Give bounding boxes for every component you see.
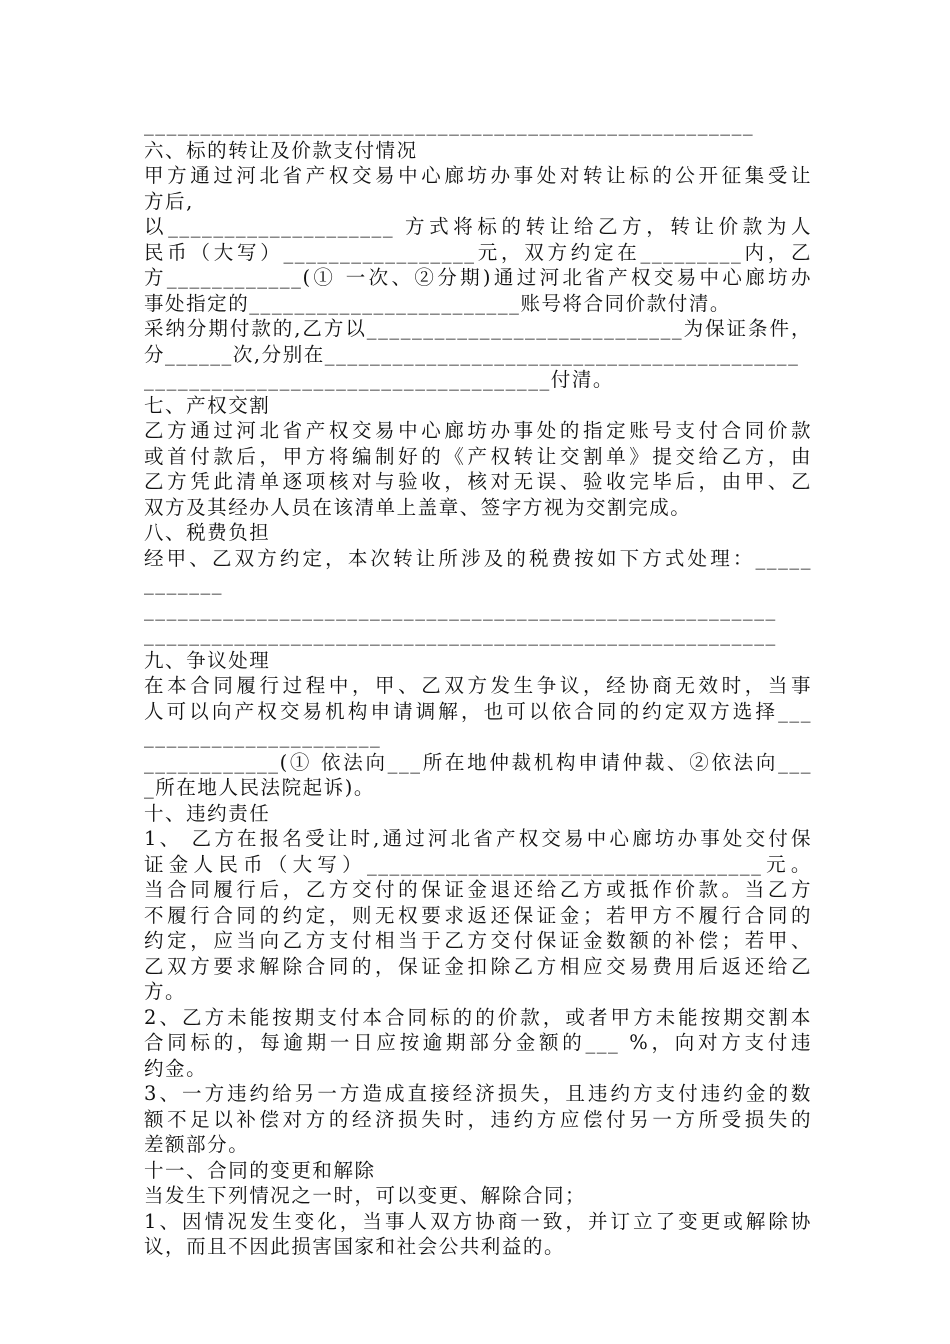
text-line: 约金。 — [144, 1056, 208, 1080]
text-line: 方。 — [144, 980, 187, 1003]
text-line: _____________________ — [144, 725, 382, 748]
text-line: 议，而且不因此损害国家和社会公共利益的。 — [144, 1235, 566, 1258]
text-line: 七、产权交割 — [144, 393, 271, 417]
text-line: 方后, — [144, 189, 194, 213]
text-line: 乙方通过河北省产权交易中心廊坊办事处的指定账号支付合同价款 — [144, 419, 812, 442]
text-line: ________________________________________________________ — [144, 623, 777, 646]
text-line: 经甲、乙双方约定，本次转让所涉及的税费按如下方式处理：_____ — [144, 546, 812, 570]
text-line: 合同标的，每逾期一日应按逾期部分金额的___ %，向对方支付违 — [144, 1031, 812, 1054]
text-line: 当合同履行后，乙方交付的保证金退还给乙方或抵作价款。当乙方 — [144, 878, 812, 901]
text-line: 在本合同履行过程中，甲、乙双方发生争议，经协商无效时，当事 — [144, 674, 812, 697]
text-line: 3、一方违约给另一方造成直接经济损失，且违约方支付违约金的数 — [144, 1082, 812, 1105]
text-line: 差额部分。 — [144, 1133, 250, 1156]
text-line: 双方及其经办人员在该清单上盖章、签字方视为交割完成。 — [144, 495, 692, 519]
text-line: ____________(① 依法向___所在地仲裁机构申请仲裁、②依法向___ — [144, 750, 812, 774]
text-line: 十、违约责任 — [144, 801, 271, 825]
text-line: 十一、合同的变更和解除 — [144, 1158, 376, 1182]
text-line: 1、 乙方在报名受让时,通过河北省产权交易中心廊坊办事处交付保 — [144, 827, 812, 850]
text-line: 采纳分期付款的,乙方以____________________________为保证条件， — [144, 317, 812, 340]
text-line: 人可以向产权交易机构申请调解，也可以依合同的约定双方选择___ — [144, 699, 812, 723]
text-line: 2、乙方未能按期支付本合同标的的价款，或者甲方未能按期交割本 — [144, 1005, 812, 1029]
text-line: 额不足以补偿对方的经济损失时，违约方应偿付另一方所受损失的 — [144, 1107, 812, 1131]
text-line: 以____________________ 方式将标的转让给乙方，转让价款为人 — [144, 215, 812, 238]
text-line: 八、税费负担 — [144, 521, 271, 544]
text-line: _______ — [144, 572, 224, 595]
text-line: 约定，应当向乙方支付相当于乙方交付保证金数额的补偿；若甲、 — [144, 929, 812, 952]
text-line: 乙双方要求解除合同的，保证金扣除乙方相应交易费用后返还给乙 — [144, 954, 812, 978]
text-line: ______________________________________________________ — [144, 113, 755, 136]
text-line: 不履行合同的约定，则无权要求返还保证金；若甲方不履行合同的 — [144, 903, 812, 927]
text-line: 乙方凭此清单逐项核对与验收，核对无误、验收完毕后，由甲、乙 — [144, 470, 812, 493]
text-line: 甲方通过河北省产权交易中心廊坊办事处对转让标的公开征集受让 — [144, 164, 812, 187]
text-line: 民币（大写）_________________元，双方约定在_________内，乙 — [144, 240, 812, 264]
text-line: 当发生下列情况之一时，可以变更、解除合同； — [144, 1184, 587, 1207]
text-line: 六、标的转让及价款支付情况 — [144, 138, 418, 162]
text-line: 方____________(① 一次、②分期)通过河北省产权交易中心廊坊办 — [144, 266, 812, 289]
text-line: 证金人民币（大写）___________________________________元。 — [144, 852, 812, 876]
text-line: 事处指定的________________________账号将合同价款付清。 — [144, 291, 731, 315]
text-line: ____________________________________付清。 — [144, 368, 614, 391]
text-line: 或首付款后，甲方将编制好的《产权转让交割单》提交给乙方，由 — [144, 444, 812, 468]
text-line: _所在地人民法院起诉)。 — [144, 776, 375, 799]
text-line: 分______次,分别在__________________________________________ — [144, 342, 800, 366]
text-line: ________________________________________________________ — [144, 597, 777, 621]
text-line: 1、因情况发生变化，当事人双方协商一致，并订立了变更或解除协 — [144, 1209, 812, 1233]
text-line: 九、争议处理 — [144, 648, 271, 672]
